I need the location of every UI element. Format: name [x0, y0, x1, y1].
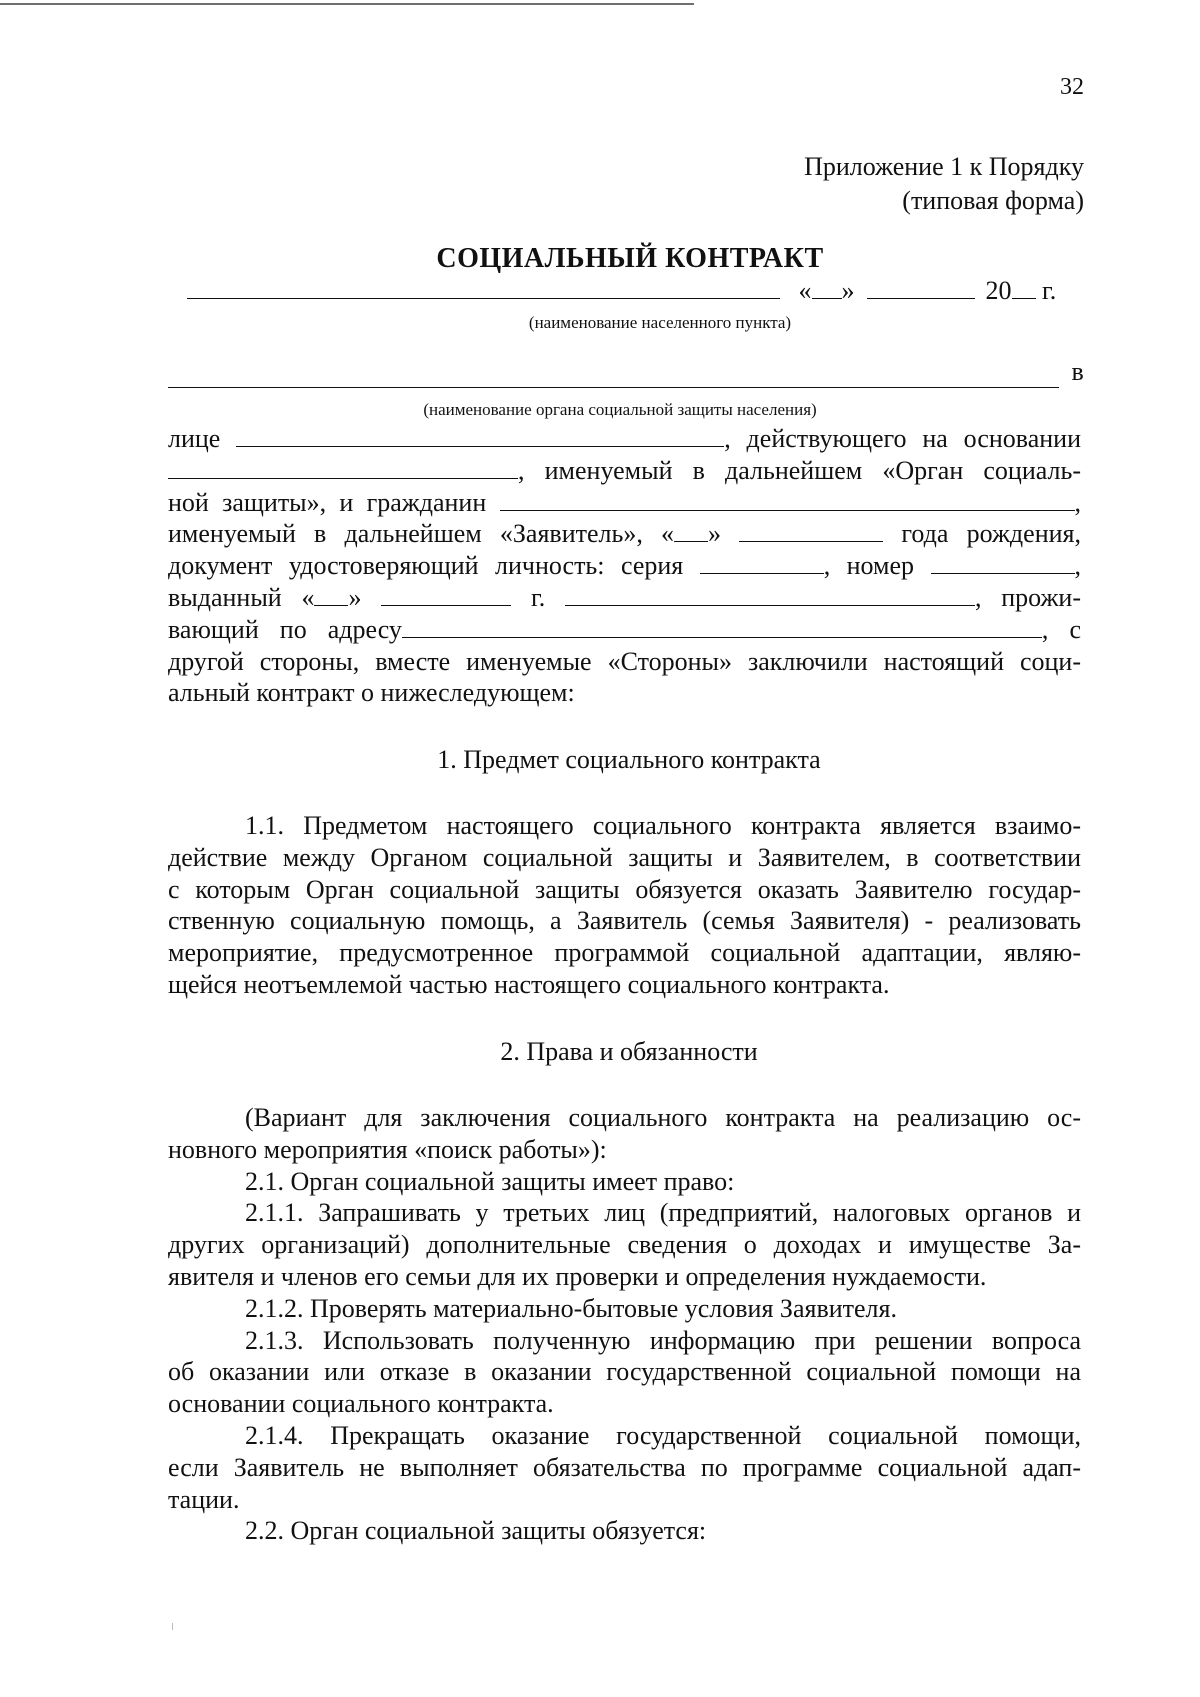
year-suffix: г. [1035, 276, 1057, 305]
page-number: 32 [1060, 74, 1084, 100]
s2-line: об оказании или отказе в оказании государственной социальной помощи на [168, 1357, 1081, 1387]
s1-line: щейся неотъемлемой частью настоящего социального контракта. [168, 969, 890, 999]
organ-blank [168, 365, 1059, 388]
organ-row-end: в [1071, 357, 1084, 386]
issue-month-blank [381, 585, 511, 606]
section-1-heading: 1. Предмет социального контракта [437, 745, 821, 774]
appendix-note [804, 150, 1084, 218]
s1-line: мероприятие, предусмотренное программой социальной адаптации, являю- [168, 938, 1081, 968]
quote-close: » [841, 276, 855, 305]
number-blank [931, 553, 1075, 574]
s2-line: тации. [168, 1484, 240, 1514]
quote-open: « [798, 276, 812, 305]
section-2-heading: 2. Права и обязанности [500, 1037, 758, 1066]
issuer-blank [565, 585, 975, 606]
s1-line: 1.1. Предметом настоящего социального контракта является взаимо- [245, 811, 1081, 840]
address-blank [402, 617, 1042, 638]
s2-line: явителя и членов его семьи для их проверки и определения нуждаемости. [168, 1261, 987, 1291]
citizen-blank [500, 490, 1075, 511]
s2-line: других организаций) дополнительные сведения о доходах и имуществе За- [168, 1230, 1081, 1260]
intro-line-3: ной защиты», и гражданин , [168, 487, 1081, 517]
intro-line-9: альный контракт о нижеследующем: [168, 678, 575, 708]
birth-year-blank [739, 521, 883, 542]
scan-edge-line [0, 3, 694, 5]
s2-line: 2.2. Орган социальной защиты обязуется: [245, 1516, 707, 1546]
year-prefix: 20 [985, 276, 1012, 305]
s1-line: с которым Орган социальной защиты обязуется оказать Заявителю государ- [168, 874, 1081, 904]
s2-line: основании социального контракта. [168, 1389, 554, 1419]
section-2-paragraph [168, 1102, 1081, 1547]
year-blank [1012, 276, 1036, 299]
intro-line-5: документ удостоверяющий личность: серия , номер , [168, 551, 1081, 581]
hint-settlement: (наименование населенного пункта) [528, 313, 792, 332]
s2-line: 2.1.4. Прекращать оказание государственной социальной помощи, [245, 1420, 1081, 1450]
s2-line: 2.1.3. Использовать полученную информацию при решении вопроса [245, 1325, 1081, 1355]
intro-line-6: выданный « » г. , прожи- [168, 582, 1081, 612]
s2-line: (Вариант для заключения социального контракта на реализацию ос- [245, 1103, 1081, 1132]
s1-line: ственную социальную помощь, а Заявитель (семья Заявителя) - реализовать [168, 906, 1081, 936]
intro-line-7: вающий по адресу , с [168, 614, 1081, 644]
intro-line-8: другой стороны, вместе именуемые «Стороны» заключили настоящий соци- [168, 646, 1081, 676]
representative-blank [236, 426, 724, 447]
birth-day-blank [674, 521, 708, 542]
section-1-paragraph [168, 810, 1081, 1001]
issue-day-blank [314, 585, 348, 606]
series-blank [700, 553, 824, 574]
hint-organ: (наименование органа социальной защиты населения) [423, 400, 817, 419]
document-title: СОЦИАЛЬНЫЙ КОНТРАКТ [436, 243, 824, 274]
s2-line: если Заявитель не выполняет обязательства по программе социальной адап- [168, 1452, 1081, 1482]
s2-line: 2.1.2. Проверять материально-бытовые условия Заявителя. [245, 1293, 897, 1323]
s1-line: действие между Органом социальной защиты и Заявителем, в соответствии [168, 842, 1081, 872]
s2-line: 2.1. Орган социальной защиты имеет право: [245, 1166, 735, 1196]
intro-line-2: , именуемый в дальнейшем «Орган социаль- [168, 455, 1081, 487]
appendix-line-1: Приложение 1 к Порядку [804, 152, 1084, 181]
intro-line-1: лице , действующего на основании [168, 424, 1082, 453]
month-blank [867, 276, 975, 299]
appendix-line-2: (типовая форма) [902, 186, 1084, 215]
scan-speck [172, 1623, 173, 1630]
organ-row [168, 357, 1084, 395]
settlement-blank [187, 276, 780, 299]
intro-line-4: именуемый в дальнейшем «Заявитель», « » года рождения, [168, 519, 1081, 549]
basis-blank [168, 458, 518, 479]
s2-line: 2.1.1. Запрашивать у третьих лиц (предприятий, налоговых органов и [245, 1198, 1081, 1228]
day-blank [812, 276, 842, 299]
settlement-date-row [187, 276, 1056, 306]
s2-line: новного мероприятия «поиск работы»): [168, 1134, 607, 1164]
intro-paragraph [168, 423, 1081, 709]
